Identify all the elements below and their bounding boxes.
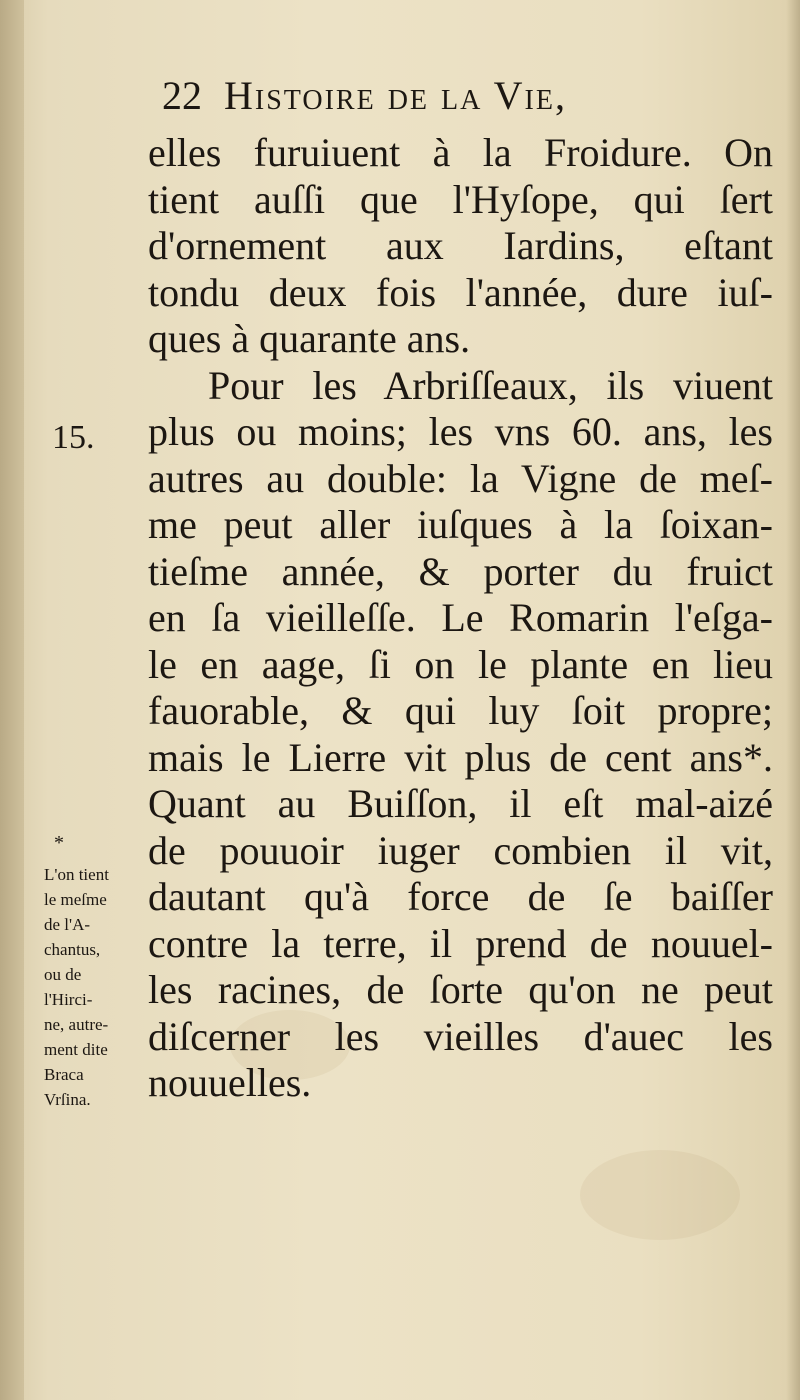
running-title: Histoire de la Vie,	[224, 73, 567, 118]
text-line: tondu deux fois l'année, dure iuſ-	[148, 269, 773, 315]
text-line: contre la terre, il prend de nouuel-	[148, 920, 773, 966]
page-edge-shadow	[786, 0, 800, 1400]
text-line: Pour les Arbriſſeaux, ils viuent	[208, 362, 773, 408]
text-line: ques à quarante ans.	[148, 316, 471, 361]
text-line: diſcerner les vieilles d'auec les	[148, 1013, 773, 1059]
section-number: 15.	[52, 419, 95, 456]
marginal-note-line: Vrſina.	[44, 1090, 91, 1109]
body-text	[148, 130, 773, 1107]
marginal-note-line: ment dite	[44, 1040, 108, 1059]
text-line: nouuelles.	[148, 1060, 312, 1105]
text-line: en ſa vieilleſſe. Le Romarin l'eſga-	[148, 595, 773, 640]
paper-stain	[580, 1150, 740, 1240]
text-line: mais le Lierre vit plus de cent ans*.	[148, 734, 773, 780]
text-line: fauorable, & qui luy ſoit propre;	[148, 688, 773, 733]
text-line: d'ornement aux Iardins, eſtant	[148, 223, 773, 268]
marginal-note-line: de l'A-	[44, 915, 91, 934]
text-line: autres au double: la Vigne de meſ-	[148, 455, 773, 501]
text-line: elles furuiuent à la Froidure. On	[148, 130, 773, 175]
page-number: 22	[162, 73, 202, 118]
text-line: dautant qu'à force de ſe baiſſer	[148, 874, 773, 919]
marginal-note-line: le meſme	[44, 890, 107, 909]
marginal-note-line: L'on tient	[44, 865, 109, 884]
text-line: le en aage, ſi on le plante en lieu	[148, 641, 773, 687]
marginal-note	[44, 862, 146, 1112]
marginal-note-line: Braca	[44, 1065, 84, 1084]
text-line: Quant au Buiſſon, il eſt mal-aizé	[148, 781, 773, 826]
footnote-marker: *	[54, 832, 64, 854]
text-line: les racines, de ſorte qu'on ne peut	[148, 967, 773, 1012]
marginal-note-line: ou de	[44, 965, 82, 984]
marginal-note-line: chantus,	[44, 940, 101, 959]
text-line: plus ou moins; les vns 60. ans, les	[148, 409, 773, 454]
running-header	[162, 70, 772, 122]
text-line: tieſme année, & porter du fruict	[148, 548, 773, 594]
text-line: me peut aller iuſques à la ſoixan-	[148, 502, 773, 547]
marginal-note-line: ne, autre-	[44, 1015, 109, 1034]
text-line: de pouuoir iuger combien il vit,	[148, 827, 773, 873]
text-line: tient auſſi que l'Hyſope, qui ſert	[148, 176, 773, 222]
marginal-note-line: l'Hirci-	[44, 990, 93, 1009]
page-gutter	[0, 0, 24, 1400]
